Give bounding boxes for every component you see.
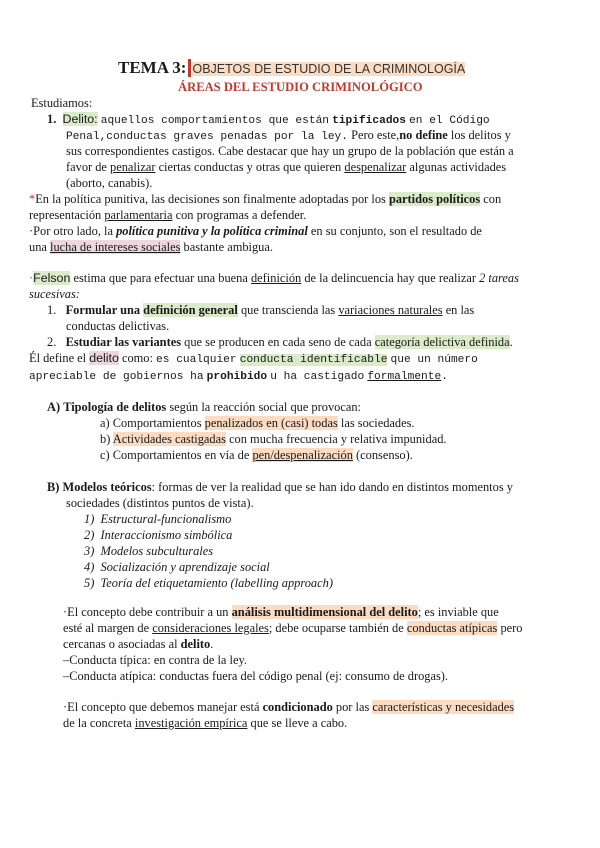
- title-line: [118, 58, 465, 79]
- modelo-3: 3) Modelos subculturales: [84, 544, 214, 558]
- otro-line1: ·Por otro lado, la política punitiva y la política criminal en su conjunto, son el resultado de: [29, 224, 482, 238]
- item1-line3: sus correspondientes castigos. Cabe destacar que hay un grupo de la población que están a: [66, 144, 514, 158]
- section-a-item-c: c) Comportamientos en vía de pen/despenalización (consenso).: [100, 448, 413, 462]
- define-line2: apreciable de gobiernos ha prohibido u ha castigado formalmente.: [29, 371, 448, 383]
- modelo-5: 5) Teoría del etiquetamiento (labelling approach): [84, 576, 333, 590]
- section-b-line2: sociedades (distintos puntos de vista).: [66, 496, 254, 510]
- felson-line1: ·Felson estima que para efectuar una buena definición de la delincuencia hay que realizar 2 tareas: [29, 271, 519, 285]
- modelo-1: 1) Estructural-funcionalismo: [84, 512, 232, 526]
- item1-line4: favor de penalizar ciertas conductas y otras que quieren despenalizar algunas actividades: [66, 160, 507, 174]
- item1-line1: 1. Delito: aquellos comportamientos que están tipificados en el Código: [47, 112, 490, 127]
- concepto2-line1: ·El concepto que debemos manejar está condicionado por las características y necesidades: [63, 700, 515, 714]
- delito-term: Delito:: [62, 112, 98, 126]
- concepto2-line2: de la concreta investigación empírica que se lleve a cabo.: [63, 716, 348, 730]
- item1-line2: Penal,conductas graves penadas por la ley. Pero este,no define los delitos y: [66, 128, 511, 143]
- tarea-1-line2: conductas delictivas.: [66, 319, 170, 333]
- conducta-atipica: –Conducta atípica: conductas fuera del código penal (ej: consumo de drogas).: [63, 669, 449, 683]
- section-b-heading: B) Modelos teóricos: formas de ver la realidad que se han ido dando en distintos momentos y: [47, 480, 513, 494]
- section-a-item-b: b) Actividades castigadas con mucha frecuencia y relativa impunidad.: [100, 432, 447, 446]
- item1-line5: (aborto, canabis).: [66, 176, 153, 190]
- define-line1: Él define el delito como: es cualquier conducta identificable que un número: [29, 351, 478, 366]
- tarea-1: 1. Formular una definición general que transcienda las variaciones naturales en las: [47, 303, 475, 317]
- tarea-2: 2. Estudiar las variantes que se producen en cada seno de cada categoría delictiva definida.: [47, 335, 513, 349]
- section-a-item-a: a) Comportamientos penalizados en (casi) todas las sociedades.: [100, 416, 415, 430]
- otro-line2: una lucha de intereses sociales bastante ambigua.: [29, 240, 273, 254]
- section-a-heading: A) Tipología de delitos según la reacción social que provocan:: [47, 400, 361, 414]
- conducta-tipica: –Conducta típica: en contra de la ley.: [63, 653, 247, 667]
- tema-title: TEMA 3:: [118, 58, 187, 77]
- modelo-2: 2) Interaccionismo simbólica: [84, 528, 233, 542]
- concepto1-line1: ·El concepto debe contribuir a un análisis multidimensional del delito; es inviable que: [63, 605, 499, 619]
- felson-line2: sucesivas:: [29, 287, 80, 301]
- modelo-4: 4) Socialización y aprendizaje social: [84, 560, 270, 574]
- politica-line2: representación parlamentaria con programas a defender.: [29, 208, 307, 222]
- politica-line1: *En la política punitiva, las decisiones son finalmente adoptadas por los partidos políticos con: [29, 192, 502, 206]
- tema-subtitle: OBJETOS DE ESTUDIO DE LA CRIMINOLOGÍA: [192, 62, 466, 76]
- areas-heading: ÁREAS DEL ESTUDIO CRIMINOLÓGICO: [178, 80, 423, 94]
- estudiamos-label: Estudiamos:: [31, 96, 93, 110]
- concepto1-line2: esté al margen de consideraciones legales; debe ocuparse también de conductas atípicas pero: [63, 621, 523, 635]
- concepto1-line3: cercanas o asociadas al delito.: [63, 637, 214, 651]
